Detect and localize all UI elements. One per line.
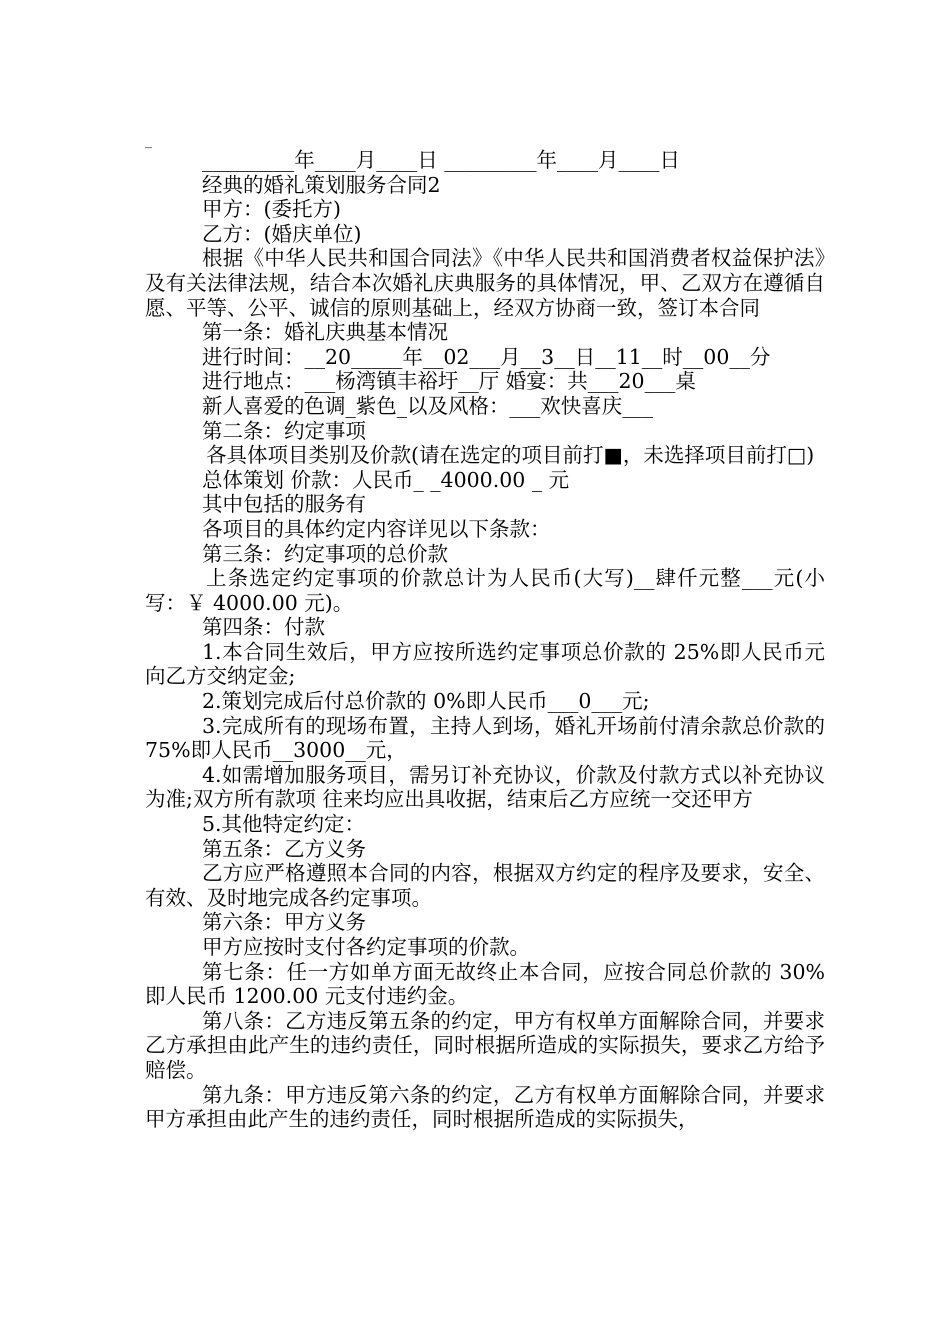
- contract-line: 第一条：婚礼庆典基本情况: [202, 320, 448, 345]
- contract-line: 经典的婚礼策划服务合同2: [202, 172, 441, 197]
- contract-line: 第二条：约定事项: [202, 418, 366, 443]
- contract-line: 各项目的具体约定内容详见以下条款：: [202, 516, 551, 541]
- contract-line: 第五条：乙方义务: [202, 836, 366, 861]
- contract-page: [145, 133, 832, 1132]
- contract-line: 甲方应按时支付各约定事项的价款。: [202, 935, 530, 959]
- contract-line: 乙方：(婚庆单位): [202, 221, 362, 246]
- contract-paragraph: 1.本合同生效后，甲方应按所选约定事项总价款的 25%即人民币元向乙方交纳定金;: [145, 639, 825, 689]
- contract-paragraph: 3.完成所有的现场布置，主持人到场，婚礼开场前付清余款总价款的 75%即人民币__3000__元，: [145, 713, 832, 763]
- contract-line: 新人喜爱的色调_紫色_以及风格：___欢快喜庆___: [202, 393, 653, 418]
- contract-line: 进行地点：___杨湾镇丰裕圩__厅 婚宴：共___20___桌: [202, 369, 696, 394]
- contract-line: 5.其他特定约定：: [202, 812, 366, 837]
- contract-line: 总体策划 价款：人民币_ _4000.00 _ 元: [202, 467, 570, 492]
- contract-paragraph: 各具体项目类别及价款(请在选定的项目前打■，未选择项目前打□): [206, 443, 815, 468]
- contract-line: _________年____月____日 _________年____月____日: [202, 148, 681, 172]
- contract-paragraph: 第九条：甲方违反第六条的约定，乙方有权单方面解除合同，并要求甲方承担由此产生的违约责任，同时根据所造成的实际损失，: [145, 1082, 825, 1132]
- contract-paragraph: 第七条：任一方如单方面无故终止本合同，应按合同总价款的 30%即人民币 1200.00 元支付违约金。: [145, 959, 825, 1009]
- contract-body: [145, 148, 832, 1132]
- contract-line: 第三条：约定事项的总价款: [202, 541, 448, 566]
- contract-line: 2.策划完成后付总价款的 0%即人民币___0___元;: [202, 689, 650, 714]
- contract-line: 第四条：付款: [202, 615, 325, 640]
- contract-line: 其中包括的服务有: [202, 492, 366, 517]
- contract-paragraph: 根据《中华人民共和国合同法》《中华人民共和国消费者权益保护法》及有关法律法规，结合本次婚礼庆典服务的具体情况，甲、乙双方在遵循自愿、平等、公平、诚信的原则基础上，经双方协商一致，签订本合同: [145, 246, 825, 320]
- contract-paragraph: 第八条：乙方违反第五条的约定，甲方有权单方面解除合同，并要求乙方承担由此产生的违约责任，同时根据所造成的实际损失，要求乙方给予赔偿。: [145, 1008, 825, 1082]
- contract-line: 第六条：甲方义务: [202, 910, 366, 935]
- corner-mark: _: [145, 133, 152, 149]
- contract-line: 甲方：(委托方): [202, 197, 341, 222]
- contract-line: 进行时间：__20_____年__02___月__3__日__11__时__00__分: [202, 344, 771, 369]
- contract-paragraph: 上条选定约定事项的价款总计为人民币(大写)__肆仟元整___元(小写：￥ 4000.00 元)。: [145, 566, 825, 615]
- contract-paragraph: 乙方应严格遵照本合同的内容，根据双方约定的程序及要求，安全、有效、及时地完成各约定事项。: [145, 861, 825, 910]
- contract-paragraph: 4.如需增加服务项目，需另订补充协议，价款及付款方式以补充协议为准;双方所有款项 往来均应出具收据，结束后乙方应统一交还甲方: [145, 762, 825, 812]
